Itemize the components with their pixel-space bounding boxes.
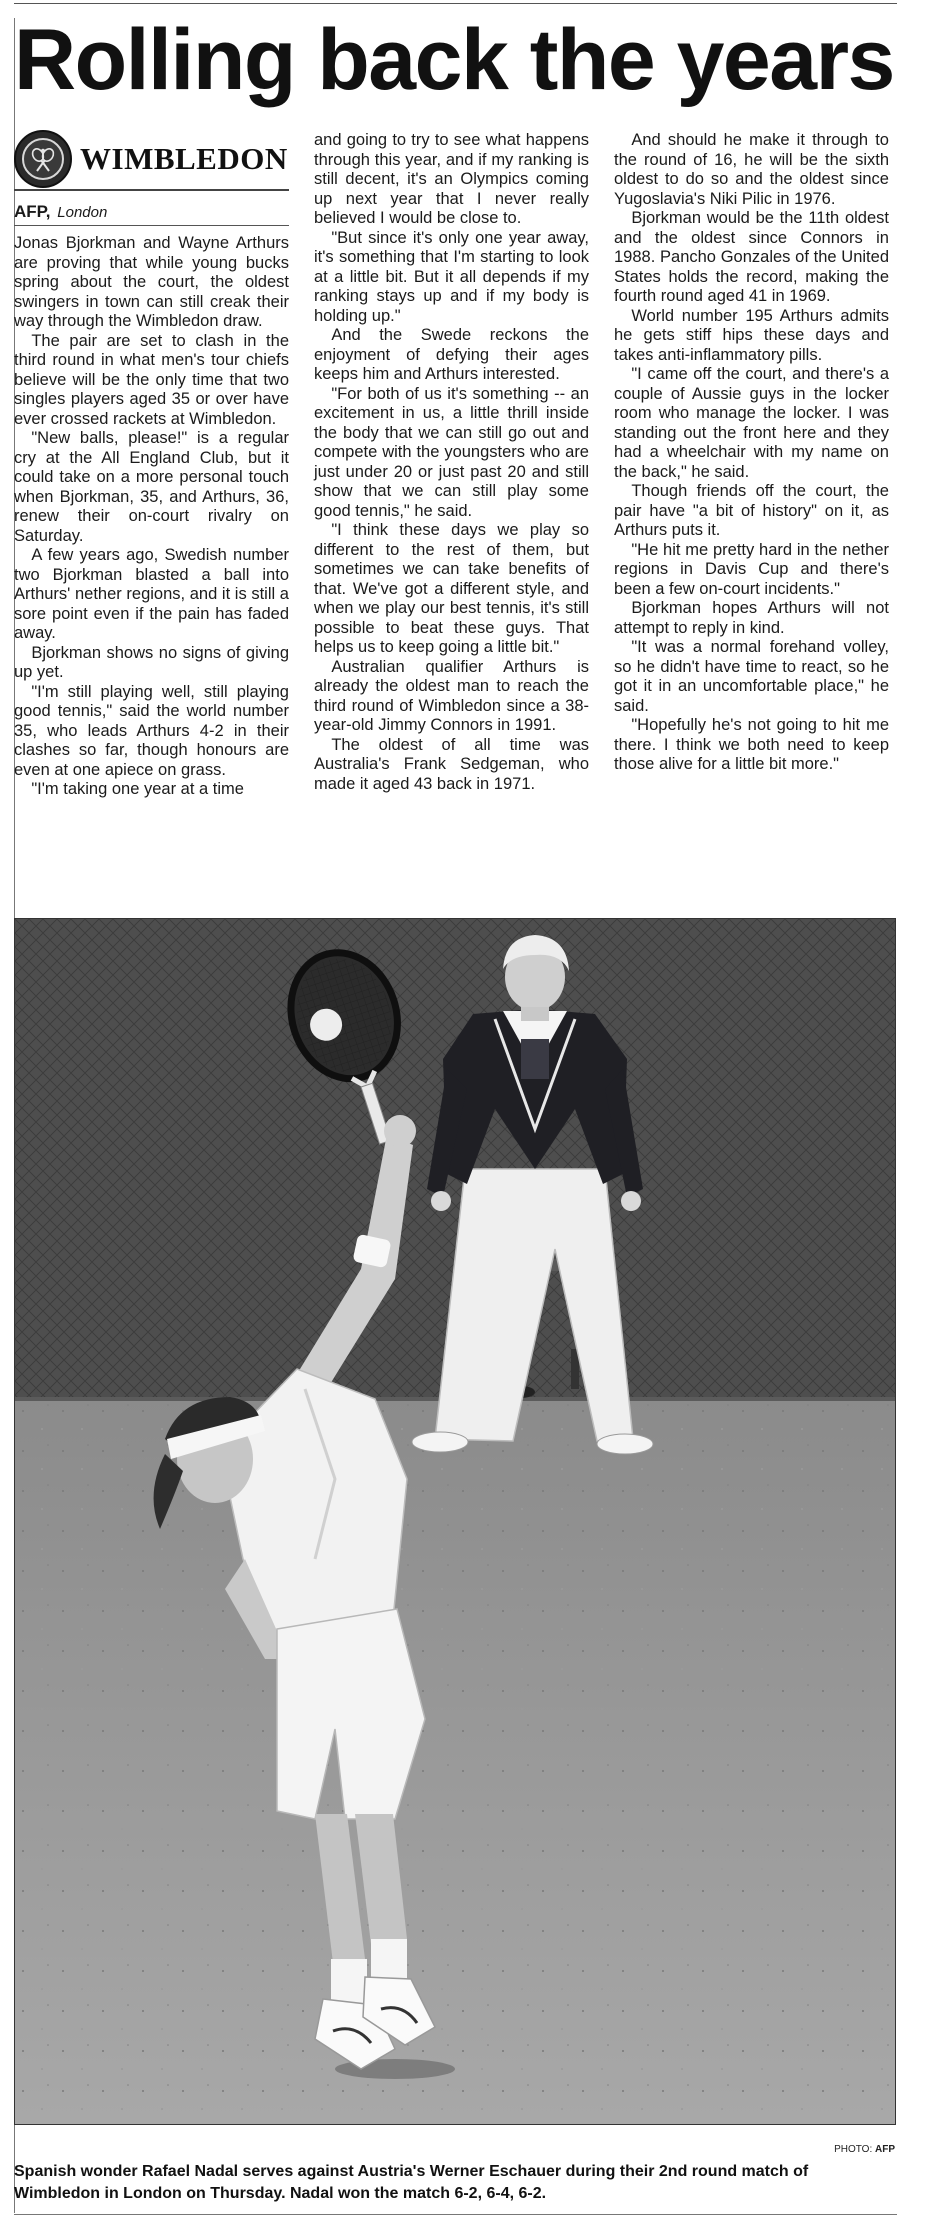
paragraph: Jonas Bjorkman and Wayne Arthurs are proving that while young bucks spring about the court, the oldest swingers in town can still creak their way through the Wimbledon draw. [14,234,289,330]
headline: Rolling back the years [14,12,894,108]
paragraph: Bjorkman would be the 11th oldest and the oldest since Connors in 1988. Pancho Gonzales of the United States holds the record, making the fourth round aged 41 in 1969. [614,209,889,305]
tennis-photo-illustration [15,919,895,2124]
wimbledon-wordmark: WIMBLEDON [80,141,288,176]
photo-credit-agency: AFP [875,2144,895,2155]
paragraph: Bjorkman hopes Arthurs will not attempt to reply in kind. [614,599,889,637]
paragraph: "I think these days we play so different to the rest of them, but sometimes we can take benefits of that. We've got a different style, and when we play our best tennis, it's still possible to beat these guys. That helps us to keep going a little bit." [314,521,589,656]
paragraph: "I'm still playing well, still playing good tennis," said the world number 35, who leads Arthurs 4-2 in their clashes so far, though honours are even at one apiece on grass. [14,682,289,779]
photo-caption: Spanish wonder Rafael Nadal serves against Austria's Werner Eschauer during their 2nd round match of Wimbledon in London on Thursday. Nadal won the match 6-2, 6-4, 6-2. [14,2163,809,2202]
paragraph: The pair are set to clash in the third round in what men's tour chiefs believe will be the only time that two singles players aged 35 or over have ever crossed rackets at Wimbledon. [14,331,289,428]
wimbledon-logo [14,129,289,191]
paragraph: The oldest of all time was Australia's Frank Sedgeman, who made it aged 43 back in 1971. [314,735,589,793]
photo-credit-label: PHOTO: [834,2144,873,2155]
paragraph: Bjorkman shows no signs of giving up yet. [14,643,289,681]
paragraph: "It was a normal forehand volley, so he didn't have time to react, so he got it in an uncomfortable place," he said. [614,638,889,715]
article-column-2 [314,131,589,794]
photo-credit [834,2144,895,2155]
byline [14,199,289,226]
paragraph: World number 195 Arthurs admits he gets stiff hips these days and takes anti-inflammatory pills. [614,306,889,364]
article-column-3 [614,131,889,775]
paragraph: "Hopefully he's not going to hit me there. I think we both need to keep those alive for a little bit more." [614,716,889,773]
paragraph: and going to try to see what happens through this year, and if my ranking is still decent, it's an Olympics coming up next year that I never really believed I would be close to. [314,131,589,227]
paragraph: And the Swede reckons the enjoyment of defying their ages keeps him and Arthurs interested. [314,326,589,383]
championships-seal-icon [14,130,72,188]
news-photo [14,918,896,2125]
paragraph: "For both of us it's something -- an excitement in us, a little thrill inside the body that we can still go out and compete with the youngsters who are just under 20 or just past 20 and still show that we can still play some good tennis," he said. [314,384,589,520]
paragraph: "I came off the court, and there's a couple of Aussie guys in the locker room who manage the locker. I was standing out the front here and they had a wheelchair with my name on the back," he said. [614,365,889,481]
paragraph: A few years ago, Swedish number two Bjorkman blasted a ball into Arthurs' nether regions, and it is still a sore point even if the pain has faded away. [14,546,289,642]
paragraph: "But since it's only one year away, it's something that I'm starting to look at a little bit. But it all depends if my ranking stays up and if my body is holding up." [314,228,589,325]
crossed-rackets-icon [28,144,58,174]
top-rule [14,3,897,4]
paragraph: "He hit me pretty hard in the nether regions in Davis Cup and there's been a few on-court incidents." [614,540,889,598]
article-column-1 [14,131,289,800]
paragraph: "New balls, please!" is a regular cry at the All England Club, but it could take on a more personal touch when Bjorkman, 35, and Arthurs, 36, renew their on-court rivalry on Saturday. [14,429,289,545]
bottom-rule [14,2214,897,2215]
paragraph: And should he make it through to the round of 16, he will be the sixth oldest to do so and the oldest since Yugoslavia's Niki Pilic in 1976. [614,131,889,208]
player-shorts [277,1609,425,1819]
paragraph: Australian qualifier Arthurs is already the oldest man to reach the third round of Wimbledon since a 38-year-old Jimmy Connors in 1991. [314,657,589,734]
paragraph: "I'm taking one year at a time [31,780,244,798]
byline-location: London [57,204,108,221]
byline-agency: AFP, [14,202,51,221]
paragraph: Though friends off the court, the pair have "a bit of history" on it, as Arthurs puts it. [614,482,889,539]
